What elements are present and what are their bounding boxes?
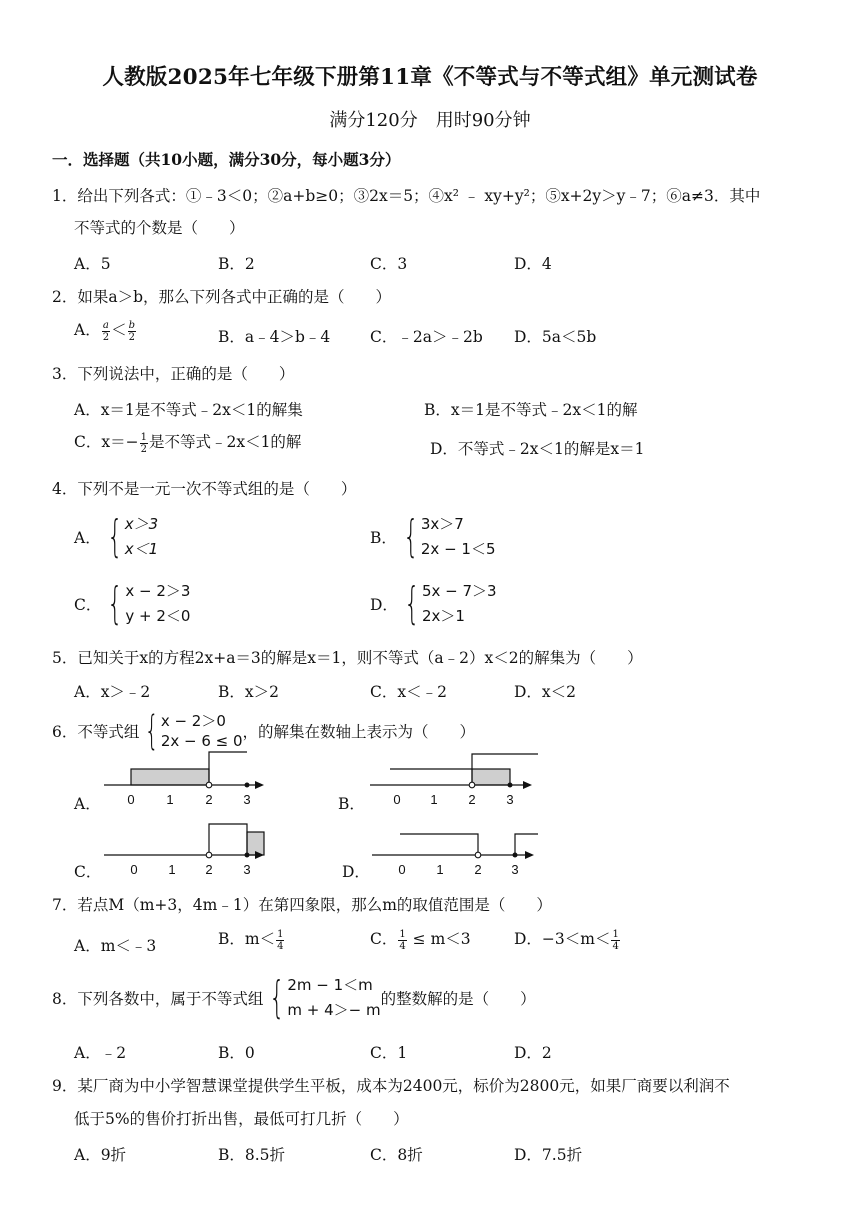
tick-label: 0 [398, 862, 406, 877]
q2-option-d[interactable]: D．5a＜5b [514, 328, 597, 346]
q5-option-c[interactable]: C．x＜﹣2 [370, 683, 447, 701]
q7-option-b[interactable] [218, 927, 285, 952]
q8-stem [52, 973, 536, 1023]
solution-bracket [209, 752, 247, 785]
solution-bracket [400, 834, 478, 855]
arrow-icon [255, 781, 264, 789]
q3-option-c-prefix: C．x＝− [74, 433, 139, 451]
q6-option-a-numberline[interactable] [100, 752, 270, 812]
open-dot [469, 782, 475, 788]
q7-option-a[interactable]: A．m＜﹣3 [74, 937, 157, 955]
tick-label: 1 [430, 792, 438, 807]
tick-label: 3 [511, 862, 519, 877]
system-row: y + 2＜0 [125, 607, 191, 625]
q4-option-b[interactable] [370, 512, 496, 562]
brace-icon: { [107, 511, 123, 562]
q6-stem-suffix: ，的解集在数轴上表示为（ ） [242, 723, 476, 741]
q2-option-b[interactable]: B．a﹣4＞b﹣4 [218, 328, 331, 346]
system-row: 2x − 6 ≤ 0 [160, 732, 243, 750]
brace-icon: { [107, 578, 124, 629]
tick-label: 1 [166, 792, 174, 807]
open-dot [206, 852, 212, 858]
tick-label: 3 [243, 792, 251, 807]
tick-label: 2 [205, 792, 213, 807]
tick-label: 0 [127, 792, 135, 807]
q6-option-b-label[interactable]: B． [338, 795, 365, 813]
q4-option-d[interactable] [370, 579, 497, 629]
q6-option-d-numberline[interactable] [368, 822, 543, 882]
q2-option-a[interactable] [74, 318, 137, 343]
q5-option-d[interactable]: D．x＜2 [514, 683, 577, 701]
q8-option-c[interactable]: C．1 [370, 1044, 408, 1062]
q7-option-c[interactable] [370, 927, 471, 952]
system-row: x − 2＞3 [125, 582, 191, 600]
q1-stem-line1: 1．给出下列各式：①﹣3＜0；②a+b≥0；③2x＝5；④x² ﹣ xy+y²；⑤x+2y＞y﹣7；⑥a≠3．其中 [52, 187, 761, 205]
tick-label: 1 [436, 862, 444, 877]
q9-stem-line1: 9．某厂商为中小学智慧课堂提供学生平板，成本为2400元，标价为2800元，如果厂商要以利润不 [52, 1077, 730, 1095]
system-row: 2m − 1＜m [287, 976, 373, 994]
q4-option-a[interactable] [74, 512, 158, 562]
q3-stem: 3．下列说法中，正确的是（ ） [52, 365, 295, 383]
q1-option-c[interactable]: C．3 [370, 255, 408, 273]
q6-option-c-numberline[interactable] [100, 822, 270, 882]
q5-option-a[interactable]: A．x＞﹣2 [74, 683, 151, 701]
q2-option-c[interactable]: C．﹣2a＞﹣2b [370, 328, 483, 346]
system-row: 5x − 7＞3 [421, 582, 497, 600]
q9-stem-line2: 低于5%的售价打折出售，最低可打几折（ ） [74, 1110, 409, 1128]
open-dot [206, 782, 212, 788]
fraction: $\frac{b}{2}$ [128, 319, 135, 343]
q7-option-c-prefix: C． [370, 930, 398, 948]
q5-option-b[interactable]: B．x＞2 [218, 683, 279, 701]
q2-stem: 2．如果a＞b，那么下列各式中正确的是（ ） [52, 288, 392, 306]
q7-option-b-prefix: B．m＜ [218, 930, 276, 948]
section-heading: 一．选择题（共10小题，满分30分，每小题3分） [52, 150, 401, 169]
system-row: 2x − 1＜5 [420, 540, 496, 558]
q6-stem-prefix: 6．不等式组 [52, 723, 140, 741]
q4-option-b-label: B． [370, 529, 397, 547]
q5-stem: 5．已知关于x的方程2x+a＝3的解是x＝1，则不等式（a﹣2）x＜2的解集为（ ） [52, 649, 643, 667]
tick-label: 2 [468, 792, 476, 807]
tick-label: 2 [205, 862, 213, 877]
q3-option-b[interactable]: B．x＝1是不等式﹣2x＜1的解 [424, 401, 638, 419]
q8-option-a[interactable]: A．﹣2 [74, 1044, 127, 1062]
system-row: x＜1 [124, 540, 159, 558]
q4-stem: 4．下列不是一元一次不等式组的是（ ） [52, 480, 357, 498]
q1-option-b[interactable]: B．2 [218, 255, 255, 273]
system-row: x − 2＞0 [160, 712, 226, 730]
doc-subtitle: 满分120分 用时90分钟 [329, 110, 531, 131]
q1-stem-line2: 不等式的个数是（ ） [74, 219, 245, 237]
q8-option-b[interactable]: B．0 [218, 1044, 255, 1062]
q3-option-d[interactable]: D．不等式﹣2x＜1的解是x＝1 [430, 440, 645, 458]
fraction: $\frac{1}{2}$ [140, 431, 147, 455]
q7-stem: 7．若点M（m+3，4m﹣1）在第四象限，那么m的取值范围是（ ） [52, 896, 552, 914]
q4-option-c[interactable] [74, 579, 190, 629]
q6-option-d-label[interactable]: D． [342, 863, 370, 881]
system-row: m + 4＞− m [287, 1001, 381, 1019]
fraction: $\frac{a}{2}$ [102, 319, 110, 343]
fraction: $\frac{1}{4}$ [399, 928, 406, 952]
closed-dot [245, 783, 250, 788]
closed-dot [513, 853, 518, 858]
q2-option-a-label: A． [74, 321, 101, 339]
q9-option-a[interactable]: A．9折 [74, 1146, 127, 1164]
q1-option-d[interactable]: D．4 [514, 255, 552, 273]
q3-option-c-suffix: 是不等式﹣2x＜1的解 [148, 433, 302, 451]
tick-label: 2 [474, 862, 482, 877]
arrow-icon [525, 851, 534, 859]
tick-label: 3 [243, 862, 251, 877]
q6-option-c-label[interactable]: C． [74, 863, 102, 881]
brace-icon: { [403, 511, 419, 562]
open-dot [475, 852, 481, 858]
tick-label: 1 [168, 862, 176, 877]
q9-option-c[interactable]: C．8折 [370, 1146, 423, 1164]
shaded-region [131, 769, 209, 785]
q4-option-c-label: C． [74, 596, 102, 614]
q4-option-d-label: D． [370, 596, 398, 614]
q8-option-d[interactable]: D．2 [514, 1044, 552, 1062]
tick-label: 0 [393, 792, 401, 807]
brace-icon: { [145, 708, 160, 754]
closed-dot [508, 783, 513, 788]
system-row: 3x＞7 [420, 515, 464, 533]
doc-title: 人教版2025年七年级下册第11章《不等式与不等式组》单元测试卷 [102, 65, 758, 90]
q7-option-c-suffix: ≤ m＜3 [407, 930, 471, 948]
q6-option-a-label[interactable]: A． [74, 795, 101, 813]
solution-bracket [209, 824, 247, 855]
q6-option-b-numberline[interactable] [366, 752, 541, 812]
q3-option-c[interactable] [74, 430, 301, 455]
q9-option-b[interactable]: B．8.5折 [218, 1146, 286, 1164]
system-row: x＞3 [124, 515, 159, 533]
brace-icon: { [404, 578, 420, 629]
q7-option-d[interactable] [514, 927, 621, 952]
fraction: $\frac{1}{4}$ [277, 928, 284, 952]
q4-option-a-label: A． [74, 529, 101, 547]
q8-stem-suffix: 的整数解的是（ ） [380, 990, 536, 1008]
q6-stem [52, 708, 476, 754]
system-row: 2x＞1 [421, 607, 465, 625]
arrow-icon [523, 781, 532, 789]
tick-label: 0 [130, 862, 138, 877]
brace-icon: { [269, 972, 286, 1023]
tick-label: 3 [506, 792, 514, 807]
closed-dot [245, 853, 250, 858]
q3-option-a[interactable]: A．x＝1是不等式﹣2x＜1的解集 [74, 401, 303, 419]
q1-option-a[interactable]: A．5 [74, 255, 111, 273]
shaded-region [472, 769, 510, 785]
q8-stem-prefix: 8．下列各数中，属于不等式组 [52, 990, 264, 1008]
fraction: $\frac{1}{4}$ [612, 928, 619, 952]
q9-option-d[interactable]: D．7.5折 [514, 1146, 583, 1164]
q7-option-d-prefix: D．−3＜m＜ [514, 930, 611, 948]
relation: ＜ [111, 321, 127, 339]
